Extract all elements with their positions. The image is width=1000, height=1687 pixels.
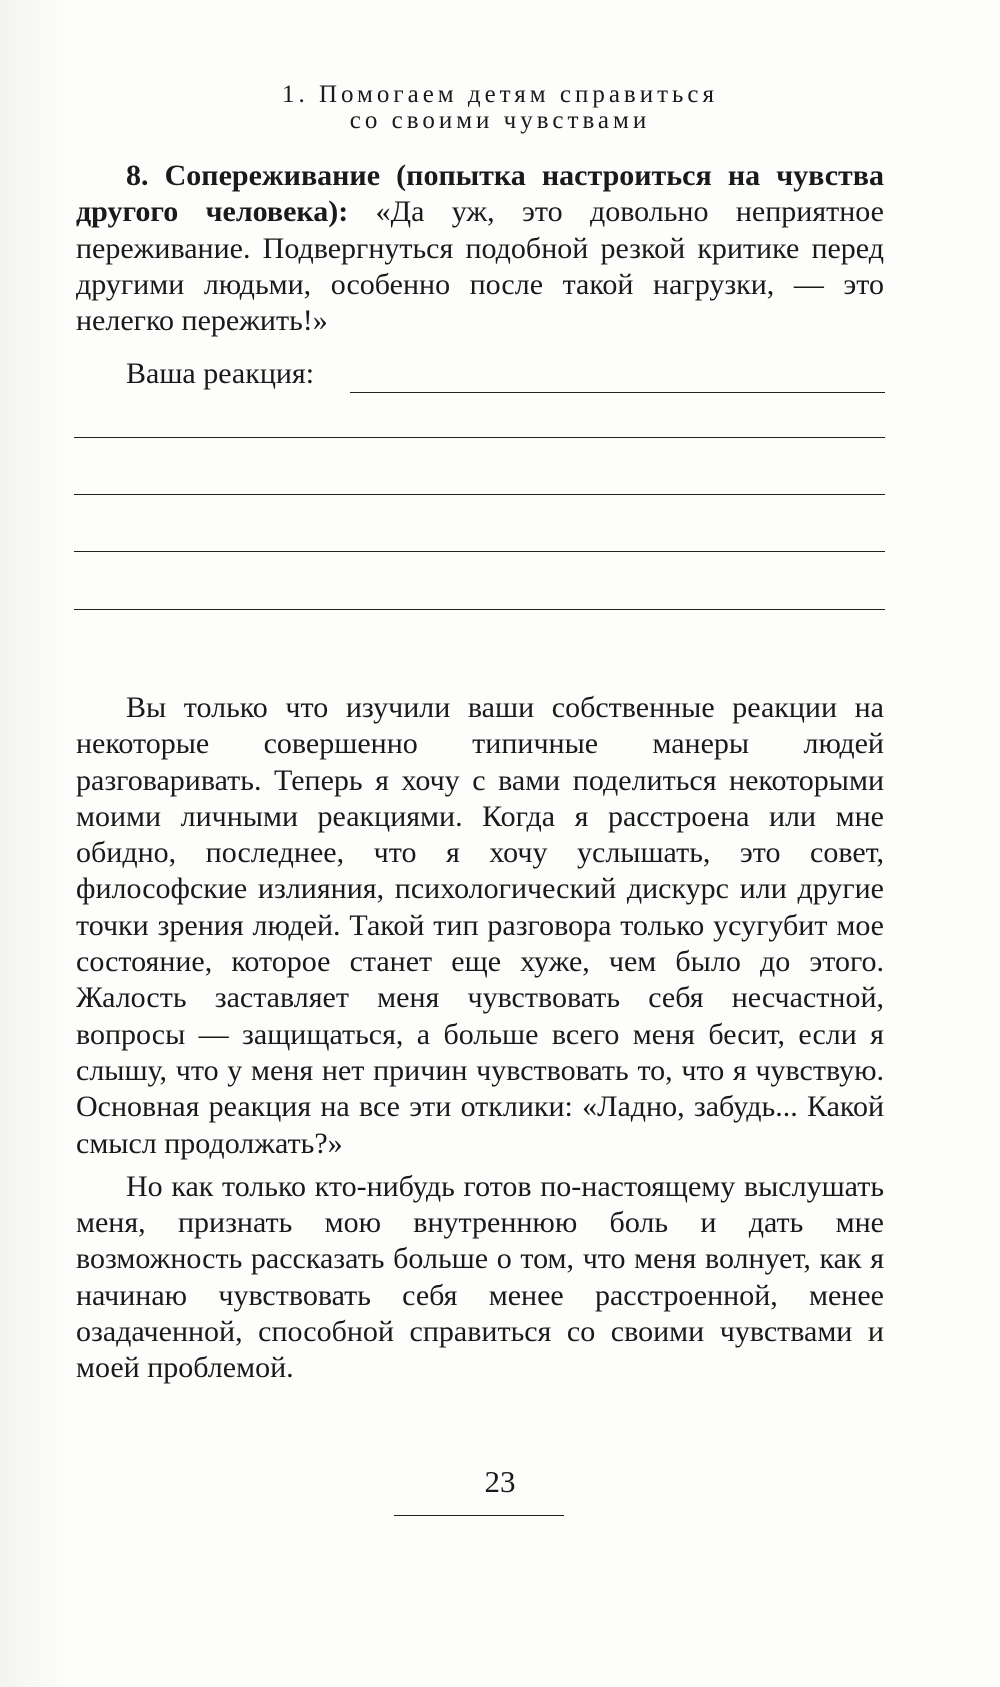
reaction-row <box>126 356 884 396</box>
answer-line[interactable] <box>74 609 885 610</box>
page-number: 23 <box>484 1464 516 1499</box>
running-header-line-1: 1. Помогаем детям справиться <box>281 81 719 108</box>
body-paragraph-1: Вы только что изучили ваши собственные реакции на некоторые совершенно типичные манеры людей разговаривать. Теперь я хочу с вами поделиться некоторыми моими личными реакциями. Когда я расстроена или мне обидно, последнее, что я хочу услышать, это совет, философские излияния, психологический дискурс или другие точки зрения людей. Такой тип разговора только усугубит мое состояние, которое станет еще хуже, чем было до этого. Жалость заставляет меня чувствовать себя несчастной, вопросы — защищаться, а больше всего меня бесит, если я слышу, что у меня нет причин чувствовать то, что я чувствую. Основная реакция на все эти отклики: «Ладно, забудь... Какой смысл продолжать?» <box>76 691 884 1160</box>
body-text <box>76 690 884 1387</box>
running-header-line-2: со своими чувствами <box>349 107 651 134</box>
reaction-label: Ваша реакция: <box>126 357 315 390</box>
footer-rule <box>394 1515 564 1516</box>
exercise-paragraph <box>76 158 884 339</box>
exercise-title: 8. Сопереживание (попытка настроиться на чувства другого человека): <box>76 159 884 229</box>
exercise-block <box>76 158 884 339</box>
answer-line[interactable] <box>350 392 885 393</box>
answer-line[interactable] <box>74 437 885 438</box>
body-paragraph-2: Но как только кто-нибудь готов по-настоящему выслушать меня, признать мою внутреннюю боль и дать мне возможность рассказать больше о том, что меня волнует, как я начинаю чувствовать себя менее расстроенной, менее озадаченной, способной справиться со своими чувствами и моей проблемой. <box>76 1169 884 1385</box>
exercise-quote: «Да уж, это довольно неприятное переживание. Подвергнуться подобной резкой критике перед другими людьми, особенно после такой нагрузки, — это нелегко пережить!» <box>76 195 884 338</box>
answer-line[interactable] <box>74 551 885 552</box>
running-header <box>0 82 1000 134</box>
page-edge-shadow <box>0 0 70 1687</box>
answer-line[interactable] <box>74 494 885 495</box>
